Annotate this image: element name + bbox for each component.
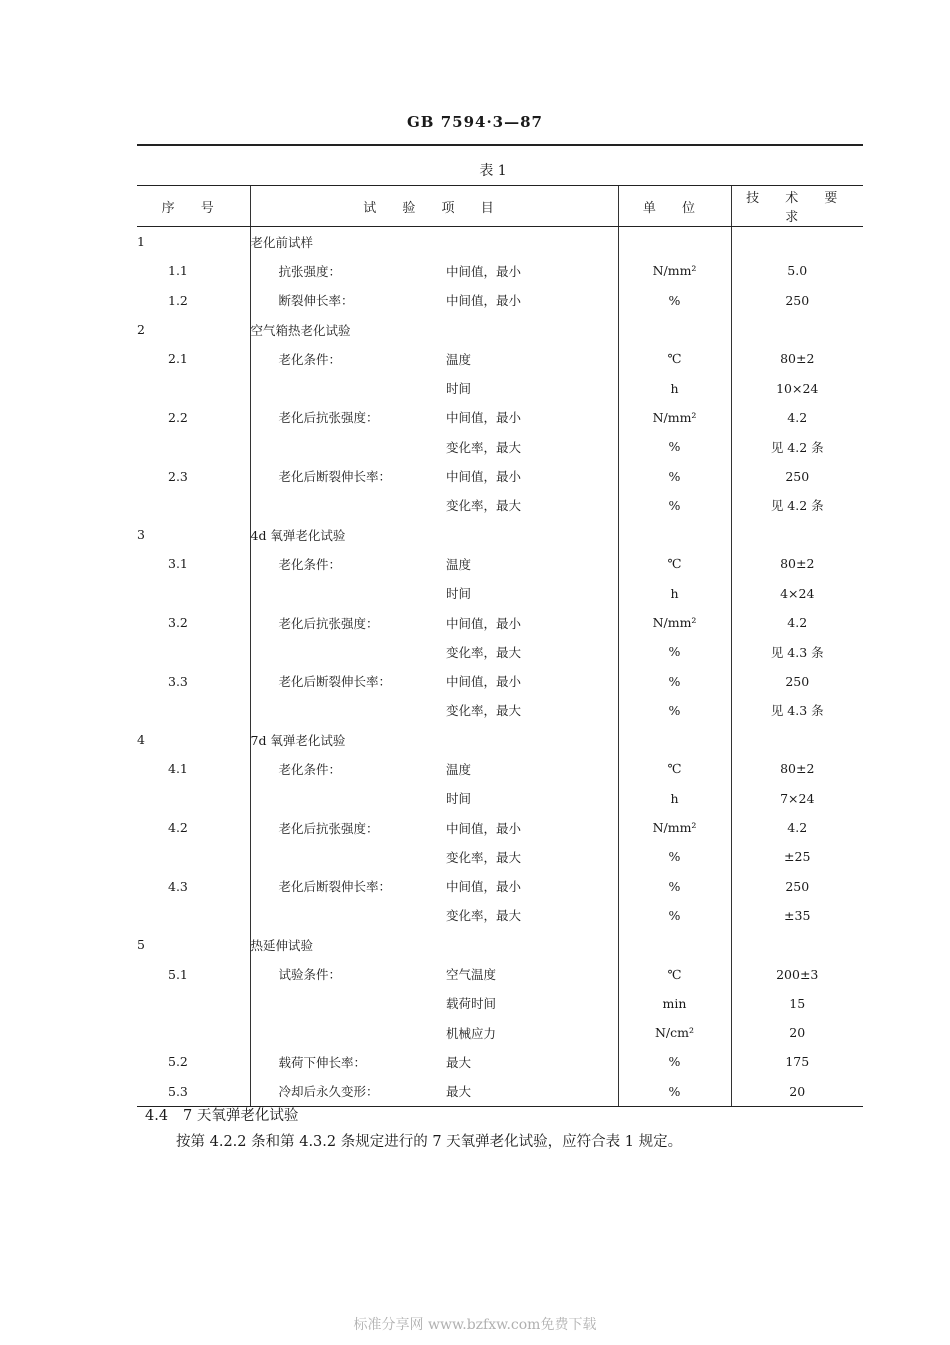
row-requirement: 见 4.3 条 [731,637,863,666]
table-row [137,872,863,901]
row-number [137,579,250,608]
row-unit: N/mm² [618,608,731,637]
spec-table [137,185,863,1107]
row-item-name [250,491,446,520]
row-unit: % [618,1047,731,1076]
row-number: 4.2 [168,820,188,836]
row-sub-item: 时间 [446,791,472,807]
row-number: 5.3 [137,1077,250,1107]
row-unit: % [618,842,731,871]
row-sub-item: 变化率，最大 [446,439,522,455]
row-sub-item: 时间 [446,381,472,397]
row-item-name: 老化后断裂伸长率： [250,461,446,490]
section-paragraph: 按第 4.2.2 条和第 4.3.2 条规定进行的 7 天氧弹老化试验，应符合表 1 规定。 [176,1134,683,1150]
row-item-name: 老化后抗张强度： [250,403,446,432]
row-unit: % [618,901,731,930]
row-unit: N/mm² [618,813,731,842]
row-requirement [731,315,863,344]
row-item-name: 老化条件： [250,754,446,783]
row-requirement: ±35 [731,901,863,930]
row-requirement: 4×24 [731,579,863,608]
table-row [137,286,863,315]
table-header-row [137,186,863,227]
table-row [137,461,863,490]
row-sub-item: 温度 [446,761,472,777]
row-number: 2.3 [168,468,188,484]
row-sub-item: 载荷时间 [446,996,497,1012]
row-number [137,842,250,871]
table-row [137,813,863,842]
row-requirement: 见 4.3 条 [731,696,863,725]
table-row [137,373,863,402]
row-unit: % [618,696,731,725]
table-row [137,842,863,871]
table-row [137,403,863,432]
table-body [137,227,863,1107]
table-row [137,696,863,725]
row-number: 1.2 [168,292,188,308]
row-sub-item: 中间值，最小 [446,293,522,309]
row-number [137,373,250,402]
row-item-name: 热延伸试验 [250,930,446,959]
header-rule [137,144,863,146]
row-requirement: ±25 [731,842,863,871]
row-sub-item [446,725,618,754]
row-unit: N/mm² [618,256,731,285]
row-number: 3.2 [168,615,188,630]
row-sub-item: 变化率，最大 [446,849,522,865]
section-number: 4.4 [145,1108,169,1124]
row-unit: ℃ [618,959,731,988]
table-row [137,637,863,666]
row-number: 1 [137,234,145,250]
row-number [137,491,250,520]
row-sub-item [446,930,618,959]
row-requirement: 250 [731,872,863,901]
row-unit: % [618,872,731,901]
row-unit: ℃ [618,754,731,783]
row-number: 3 [137,527,145,543]
table-row [137,491,863,520]
table-row [137,579,863,608]
row-number: 4 [137,732,145,748]
row-number: 5.2 [168,1054,188,1070]
row-requirement: 4.2 [731,403,863,432]
table-row [137,432,863,461]
row-unit [618,227,731,257]
row-number [137,784,250,813]
row-number: 2.2 [168,409,188,425]
table-row [137,754,863,783]
row-requirement [731,227,863,257]
table-row [137,520,863,549]
row-item-name: 老化前试样 [250,227,446,257]
row-requirement: 80±2 [731,549,863,578]
row-requirement: 80±2 [731,754,863,783]
row-item-name [250,637,446,666]
table-title: 表 1 [479,163,507,179]
row-sub-item: 变化率，最大 [446,703,522,719]
row-number: 4.1 [168,761,188,777]
row-item-name: 抗张强度： [250,256,446,285]
table-row [137,989,863,1018]
row-requirement: 4.2 [731,813,863,842]
table-row [137,256,863,285]
row-unit: ℃ [618,549,731,578]
row-sub-item: 最大 [446,1054,472,1070]
row-unit [618,725,731,754]
row-sub-item: 变化率，最大 [446,644,522,660]
row-requirement: 15 [731,989,863,1018]
row-sub-item: 温度 [446,556,472,572]
row-item-name [250,696,446,725]
row-unit: % [618,286,731,315]
row-number [137,901,250,930]
row-item-name [250,842,446,871]
row-unit [618,520,731,549]
row-requirement: 10×24 [731,373,863,402]
row-item-name [250,373,446,402]
row-requirement: 7×24 [731,784,863,813]
table-row [137,227,863,257]
row-requirement: 80±2 [731,344,863,373]
row-unit [618,315,731,344]
row-item-name: 老化后断裂伸长率： [250,872,446,901]
row-unit: h [618,784,731,813]
table-row [137,725,863,754]
row-requirement: 250 [731,461,863,490]
row-item-name: 老化后抗张强度： [250,608,446,637]
row-unit: % [618,491,731,520]
row-requirement: 20 [731,1018,863,1047]
row-sub-item: 中间值，最小 [446,410,522,426]
row-sub-item: 中间值，最小 [446,469,522,485]
row-requirement: 200±3 [731,959,863,988]
row-unit: h [618,373,731,402]
watermark-footer: 标准分享网 www.bzfxw.com免费下载 [353,1317,597,1333]
row-number: 2 [137,322,145,338]
row-number: 5.1 [168,966,188,982]
row-requirement: 见 4.2 条 [731,491,863,520]
section-heading [145,1104,298,1125]
row-sub-item: 中间值，最小 [446,263,522,279]
row-number [137,432,250,461]
row-sub-item: 最大 [446,1077,618,1107]
row-item-name: 冷却后永久变形： [250,1077,446,1107]
row-unit: min [618,989,731,1018]
table-row [137,315,863,344]
section-title: 7 天氧弹老化试验 [183,1108,299,1124]
row-number: 2.1 [168,351,188,367]
row-item-name: 断裂伸长率： [250,286,446,315]
row-requirement [731,520,863,549]
row-item-name: 老化后断裂伸长率： [250,666,446,695]
row-unit: N/mm² [618,403,731,432]
row-sub-item: 中间值，最小 [446,820,522,836]
row-requirement [731,930,863,959]
row-number: 3.1 [168,556,188,572]
row-requirement [731,725,863,754]
row-item-name: 试验条件： [250,959,446,988]
table-row [137,901,863,930]
row-unit: N/cm² [618,1018,731,1047]
row-item-name [250,989,446,1018]
row-number [137,637,250,666]
row-sub-item: 温度 [446,351,472,367]
row-sub-item [446,520,618,549]
row-item-name: 空气箱热老化试验 [250,315,446,344]
table-row [137,1077,863,1107]
row-unit: % [618,461,731,490]
row-requirement: 250 [731,286,863,315]
row-item-name: 载荷下伸长率： [250,1047,446,1076]
row-number: 3.3 [168,673,188,689]
row-item-name [250,784,446,813]
row-unit: ℃ [618,344,731,373]
row-item-name [250,1018,446,1047]
row-number: 5 [137,937,145,953]
table-row [137,549,863,578]
row-item-name [250,432,446,461]
row-sub-item: 变化率，最大 [446,498,522,514]
row-number: 4.3 [168,878,188,894]
row-sub-item: 中间值，最小 [446,674,522,690]
row-number [137,1018,250,1047]
row-item-name: 老化条件： [250,344,446,373]
table-row [137,784,863,813]
row-unit: % [618,1077,731,1107]
row-requirement: 250 [731,666,863,695]
table-row [137,959,863,988]
row-item-name: 4d 氧弹老化试验 [250,520,446,549]
row-sub-item [446,315,618,344]
row-number [137,989,250,1018]
row-item-name: 老化条件： [250,549,446,578]
row-unit: % [618,432,731,461]
standard-number: GB 7594·3—87 [407,113,543,131]
row-unit: h [618,579,731,608]
row-number [137,696,250,725]
row-item-name: 7d 氧弹老化试验 [250,725,446,754]
row-item-name [250,901,446,930]
col-header-no: 序 号 [137,186,250,227]
row-sub-item: 时间 [446,586,472,602]
row-requirement: 20 [731,1077,863,1107]
row-number: 1.1 [168,263,188,279]
table-row [137,1047,863,1076]
row-unit: % [618,637,731,666]
row-unit [618,930,731,959]
table-row [137,1018,863,1047]
row-unit: % [618,666,731,695]
row-requirement: 175 [731,1047,863,1076]
row-sub-item: 中间值，最小 [446,615,522,631]
row-sub-item: 机械应力 [446,1025,497,1041]
col-header-requirement: 技 术 要 求 [731,186,863,227]
table-row [137,666,863,695]
row-sub-item: 变化率，最大 [446,908,522,924]
table-row [137,344,863,373]
row-item-name: 老化后抗张强度： [250,813,446,842]
row-requirement: 见 4.2 条 [731,432,863,461]
col-header-unit: 单 位 [618,186,731,227]
table-row [137,930,863,959]
col-header-item: 试 验 项 目 [250,186,618,227]
row-requirement: 5.0 [731,256,863,285]
row-sub-item: 中间值，最小 [446,879,522,895]
row-requirement: 4.2 [731,608,863,637]
table-row [137,608,863,637]
row-sub-item: 空气温度 [446,967,497,983]
row-sub-item [446,227,618,257]
row-item-name [250,579,446,608]
